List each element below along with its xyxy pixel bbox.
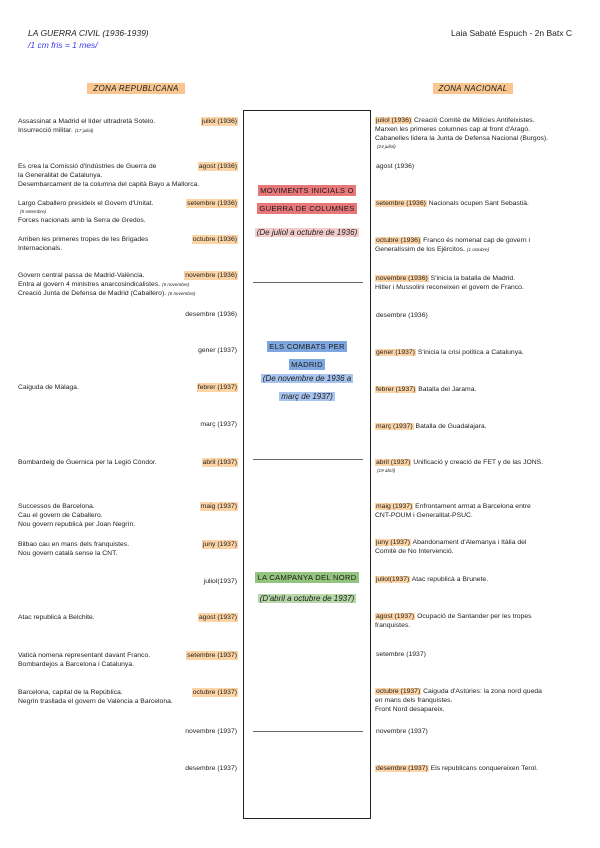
event-line: [18, 549, 238, 558]
month-label: gener (1937): [376, 349, 415, 356]
month-label: desembre (1937): [185, 765, 237, 772]
event-text: Nou govern republicà per Joan Negrín.: [18, 521, 136, 528]
event-text: Els republicans conquereixen Terol.: [430, 765, 538, 772]
event-first-line: [18, 577, 238, 586]
event-line: [18, 697, 238, 706]
zone-label: ZONA NACIONAL: [433, 83, 514, 94]
republican-event: [18, 271, 238, 298]
event-text: S'inicia la batalla de Madrid.: [430, 275, 516, 282]
event-first-line: [18, 502, 238, 511]
nationalist-event: [375, 575, 580, 584]
event-text: Nacionals ocupen Sant Sebastià.: [428, 200, 529, 207]
month-label: setembre (1936): [187, 200, 237, 207]
event-text: Comitè de No Intervenció.: [375, 548, 454, 555]
event-first-line: [375, 538, 580, 547]
event-text: Barcelona, capital de la República.: [18, 689, 123, 696]
event-first-line: [375, 727, 580, 736]
republican-event: [18, 162, 238, 189]
event-line: [18, 244, 238, 253]
event-text: Enfrontament armat a Barcelona entre: [415, 503, 531, 510]
phase-period: (De novembre de 1936 a març de 1937): [262, 374, 352, 401]
event-text: franquistes.: [375, 622, 411, 629]
event-text: Bombardejos a Barcelona i Catalunya.: [18, 661, 134, 668]
event-text: Bombardeig de Guernica per la Legió Còndor.: [18, 459, 157, 466]
document-title: LA GUERRA CIVIL (1936-1939): [28, 28, 149, 38]
event-line: [18, 289, 238, 298]
phase-divider: [253, 731, 363, 732]
nationalist-event: [375, 348, 580, 357]
event-line: [18, 660, 238, 669]
month-label: juny (1937): [202, 541, 237, 548]
event-line: [18, 688, 123, 697]
event-line: [375, 621, 580, 630]
event-text: Internacionals.: [18, 245, 63, 252]
event-line: [18, 235, 148, 244]
event-line: [18, 458, 157, 467]
month-label: novembre (1937): [185, 728, 237, 735]
republican-event: [18, 310, 238, 319]
event-first-line: [375, 116, 580, 125]
event-first-line: [18, 383, 238, 392]
event-text: Desembarcament de la columna del capità Bayo a Mallorca.: [18, 181, 200, 188]
nationalist-event: [375, 385, 580, 394]
event-text: Caiguda d'Astúries: la zona nord queda: [423, 688, 542, 695]
month-label: agost (1937): [198, 614, 237, 621]
nationalist-event: [375, 538, 580, 556]
event-text: CNT-POUM i Generalitat-PSUC.: [375, 512, 473, 519]
event-first-line: [375, 422, 580, 431]
event-line: [18, 383, 79, 392]
event-line: [18, 502, 95, 511]
event-line: [375, 134, 580, 143]
event-date-note: (1 octubre): [466, 247, 490, 252]
event-first-line: [18, 613, 238, 622]
event-text: Generalíssim de los Ejércitos.: [375, 246, 465, 253]
month-label: juliol (1936): [201, 118, 237, 125]
nationalist-event: [375, 422, 580, 431]
event-line: [375, 511, 580, 520]
event-first-line: [18, 420, 238, 429]
event-text: Vaticà nomena representant davant Franco.: [18, 652, 151, 659]
event-text: Batalla del Jarama.: [418, 386, 477, 393]
event-text: Arriben les primeres tropes de les Brigades: [18, 236, 149, 243]
event-first-line: [18, 458, 238, 467]
event-line: [18, 216, 238, 225]
nationalist-event: [375, 502, 580, 520]
event-text: Bilbao cau en mans dels franquistes.: [18, 541, 130, 548]
republican-event: [18, 688, 238, 706]
event-text: Assassinat a Madrid el líder ultradretà Sotelo.: [18, 118, 156, 125]
phase-divider: [253, 459, 363, 460]
nationalist-event: [375, 236, 580, 254]
event-text: Atac republicà a Belchite.: [18, 614, 95, 621]
event-text: Caiguda de Màlaga.: [18, 384, 79, 391]
month-label: maig (1937): [376, 503, 413, 510]
nationalist-event: [375, 764, 580, 773]
event-first-line: [375, 348, 580, 357]
event-first-line: [375, 236, 580, 245]
zone-heading-nationalist: [400, 83, 546, 95]
phase-title: LA CAMPANYA DEL NORD: [257, 573, 357, 582]
month-label: agost (1936): [376, 163, 415, 170]
event-line: [18, 280, 238, 289]
month-label: gener (1937): [198, 347, 237, 354]
event-line: [375, 245, 580, 254]
event-line: [18, 171, 238, 180]
nationalist-event: [375, 162, 580, 171]
phase-heading-madrid: [257, 336, 357, 372]
event-date-note: (5 setembre): [20, 209, 47, 214]
nationalist-event: [375, 458, 580, 475]
event-date-note: (24 juliol): [377, 144, 396, 149]
event-line: [375, 547, 580, 556]
phase-period-madrid: [255, 368, 359, 404]
month-label: abril (1937): [202, 459, 237, 466]
event-line: [18, 540, 129, 549]
month-label: juliol(1937): [376, 576, 410, 583]
republican-event: [18, 651, 238, 669]
event-line: [18, 208, 238, 216]
event-text: Cau el govern de Caballero.: [18, 512, 103, 519]
event-text: Creació Comitè de Milícies Antifeixistes.: [414, 117, 535, 124]
event-text: Franco és nomenat cap de govern i: [423, 237, 531, 244]
event-text: Es crea la Comissió d'Indústries de Guerra de: [18, 163, 157, 170]
event-text: Creació Junta de Defensa de Madrid (Caballero).: [18, 290, 167, 297]
phase-period: (D'abril a octubre de 1937): [259, 594, 355, 603]
event-line: [18, 117, 155, 126]
event-text: Successos de Barcelona.: [18, 503, 95, 510]
event-first-line: [18, 727, 238, 736]
month-label: desembre (1937): [376, 765, 428, 772]
event-date-note: (5 novembre): [162, 282, 190, 287]
republican-event: [18, 577, 238, 586]
nationalist-event: [375, 612, 580, 630]
event-text: Insurrecció militar.: [18, 127, 73, 134]
event-first-line: [375, 311, 580, 320]
republican-event: [18, 117, 238, 135]
event-text: Ocupació de Santander per les tropes: [417, 613, 532, 620]
month-label: octubre (1937): [192, 689, 237, 696]
republican-event: [18, 540, 238, 558]
phase-period: (De juliol a octubre de 1936): [256, 228, 358, 237]
phase-period-north: [248, 588, 366, 606]
event-line: [18, 199, 153, 208]
event-first-line: [375, 687, 580, 696]
event-text: la Generalitat de Catalunya.: [18, 172, 103, 179]
event-date-note: (19 abril): [377, 468, 396, 473]
event-text: Largo Caballero presideix el Govern d'Unitat.: [18, 200, 154, 207]
event-date-note: (17 juliol): [74, 128, 94, 133]
event-text: Govern central passa de Madrid-València.: [18, 272, 145, 279]
month-label: maig (1937): [200, 503, 237, 510]
timeline-frieze: [243, 110, 371, 819]
nationalist-event: [375, 274, 580, 292]
event-text: Hitler i Mussolini reconeixen el govern de Franco.: [375, 284, 524, 291]
event-line: [375, 283, 580, 292]
nationalist-event: [375, 311, 580, 320]
event-text: Entra al govern 4 ministres anarcosindicalistes.: [18, 281, 161, 288]
event-first-line: [18, 199, 238, 208]
event-text: Nou govern català sense la CNT.: [18, 550, 118, 557]
event-text: Front Nord desapareix.: [375, 706, 445, 713]
event-first-line: [375, 575, 580, 584]
event-first-line: [375, 162, 580, 171]
month-label: juliol (1936): [376, 117, 412, 124]
event-line: [18, 651, 150, 660]
event-date-note: (6 novembre): [168, 291, 196, 296]
month-label: abril (1937): [376, 459, 411, 466]
event-first-line: [375, 385, 580, 394]
republican-event: [18, 383, 238, 392]
event-first-line: [18, 235, 238, 244]
event-line: [375, 696, 580, 705]
republican-event: [18, 420, 238, 429]
phase-divider: [253, 282, 363, 283]
month-label: agost (1936): [198, 163, 237, 170]
nationalist-event: [375, 199, 580, 208]
event-text: Negrín trasllada el govern de València a Barcelona.: [18, 698, 173, 705]
event-text: S'inicia la crisi política a Catalunya.: [417, 349, 524, 356]
republican-event: [18, 764, 238, 773]
month-label: febrer (1937): [376, 386, 416, 393]
event-line: [375, 125, 580, 134]
zone-label: ZONA REPUBLICANA: [87, 83, 184, 94]
event-text: Forces nacionals amb la Serra de Gredos.: [18, 217, 146, 224]
event-first-line: [18, 271, 238, 280]
event-line: [18, 162, 156, 171]
month-label: octubre (1936): [192, 236, 237, 243]
nationalist-event: [375, 650, 580, 659]
event-first-line: [18, 688, 238, 697]
month-label: juliol(1937): [203, 578, 237, 585]
event-first-line: [18, 310, 238, 319]
month-label: novembre (1936): [185, 272, 237, 279]
month-label: novembre (1937): [376, 728, 428, 735]
event-first-line: [375, 458, 580, 467]
nationalist-event: [375, 727, 580, 736]
month-label: novembre (1936): [376, 275, 428, 282]
republican-event: [18, 613, 238, 622]
month-label: setembre (1937): [376, 651, 426, 658]
event-first-line: [18, 651, 238, 660]
scale-note: /1 cm fris = 1 mes/: [28, 40, 98, 50]
month-label: setembre (1936): [376, 200, 426, 207]
republican-event: [18, 235, 238, 253]
republican-event: [18, 346, 238, 355]
event-first-line: [375, 274, 580, 283]
event-first-line: [375, 612, 580, 621]
event-first-line: [375, 650, 580, 659]
event-text: en mans dels franquistes.: [375, 697, 453, 704]
event-first-line: [375, 502, 580, 511]
event-line: [18, 520, 238, 529]
event-first-line: [18, 540, 238, 549]
nationalist-event: [375, 116, 580, 151]
event-text: Atac republicà a Brunete.: [411, 576, 489, 583]
event-text: Unificació y creació de FET y de las JONS.: [413, 459, 544, 466]
month-label: octubre (1936): [376, 237, 421, 244]
phase-heading-initial-movements: [248, 180, 366, 216]
event-line: [375, 705, 580, 714]
event-first-line: [375, 764, 580, 773]
event-line: [375, 143, 580, 151]
event-line: [18, 271, 144, 280]
zone-heading-republican: [60, 83, 212, 95]
month-label: març (1937): [200, 421, 237, 428]
phase-title: MOVIMENTS INICIALS O GUERRA DE COLUMNES: [259, 186, 355, 213]
phase-heading-north: [248, 567, 366, 585]
event-line: [375, 467, 580, 475]
event-text: Marxen les primeres columnes cap al front d'Aragó.: [375, 126, 531, 133]
month-label: setembre (1937): [187, 652, 237, 659]
month-label: juny (1937): [376, 539, 411, 546]
event-first-line: [18, 346, 238, 355]
phase-title: ELS COMBATS PER MADRID: [269, 342, 345, 369]
month-label: octubre (1937): [376, 688, 421, 695]
phase-period-initial-movements: [253, 222, 361, 240]
event-text: Abandonament d'Alemanya i Itàlia del: [412, 539, 527, 546]
event-line: [18, 180, 238, 189]
event-line: [18, 126, 238, 135]
nationalist-event: [375, 687, 580, 714]
republican-event: [18, 502, 238, 529]
author-label: Laia Sabaté Espuch - 2n Batx C: [451, 28, 572, 38]
event-text: Cabanelles lidera la Junta de Defensa Nacional (Burgos).: [375, 135, 549, 142]
republican-event: [18, 199, 238, 225]
month-label: febrer (1937): [197, 384, 237, 391]
event-first-line: [18, 162, 238, 171]
republican-event: [18, 458, 238, 467]
month-label: agost (1937): [376, 613, 415, 620]
event-first-line: [18, 764, 238, 773]
month-label: desembre (1936): [376, 312, 428, 319]
event-line: [18, 511, 238, 520]
event-first-line: [375, 199, 580, 208]
month-label: març (1937): [376, 423, 413, 430]
republican-event: [18, 727, 238, 736]
event-text: Batalla de Guadalajara.: [415, 423, 487, 430]
month-label: desembre (1936): [185, 311, 237, 318]
event-line: [18, 613, 95, 622]
event-first-line: [18, 117, 238, 126]
